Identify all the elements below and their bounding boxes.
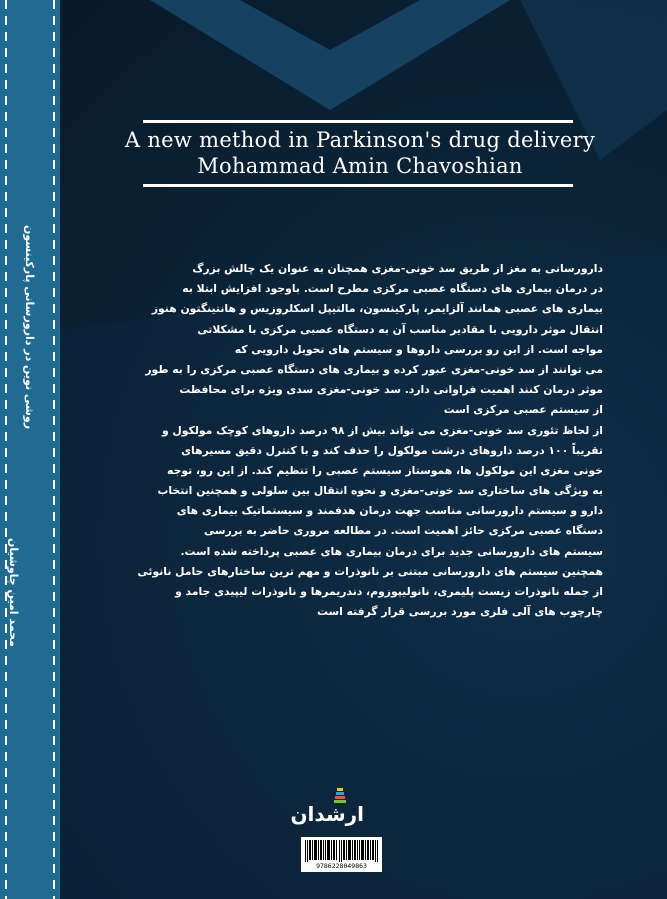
- abstract-line: در درمان بیماری های دستگاه عصبی مرکزی مطرح است. باوجود افزایش ابتلا به: [182, 282, 603, 296]
- bg-chevron-shape: [150, 0, 510, 110]
- persian-abstract: [133, 259, 603, 622]
- abstract-line: چارچوب های آلی فلزی مورد بررسی قرار گرفته است: [317, 605, 603, 619]
- abstract-line: می توانند از سد خونی-مغزی عبور کرده و بیماری های دستگاه عصبی مرکزی را به طور: [145, 362, 603, 376]
- spine-strip: [0, 0, 60, 899]
- abstract-line: سیستم های دارورسانی جدید برای درمان بیماری های عصبی پرداخته شده است.: [180, 544, 603, 558]
- spine-author: محمد امین چاوشیان: [7, 538, 20, 647]
- spine-dashed-line-right: [53, 0, 55, 899]
- abstract-line: بیماری های عصبی همانند آلزایمر، پارکینسون، مالتیپل اسکلروزیس و هانتینگتون هنوز: [151, 302, 603, 316]
- abstract-line: به ویژگی های ساختاری سد خونی-مغزی و نحوه انتقال بین سلولی و همچنین انتخاب: [157, 484, 603, 498]
- logo-text: ارشدان: [290, 802, 364, 826]
- barcode-bars: [305, 840, 378, 862]
- abstract-line: مواجه است. از این رو بررسی داروها و سیستم های تحویل دارویی که: [234, 342, 603, 356]
- english-author: Mohammad Amin Chavoshian: [197, 154, 523, 178]
- abstract-line: موثر درمان کنند اهمیت فراوانی دارد. سد خونی-مغزی سدی ویژه برای محافظت: [179, 383, 603, 397]
- abstract-line: دارورسانی به مغز از طریق سد خونی-مغزی همچنان به عنوان یک چالش بزرگ: [192, 262, 603, 275]
- barcode-number: 9786228049863: [316, 862, 367, 870]
- spine-title: روشی نوین در دارورسانی پارکینسون: [23, 225, 36, 430]
- title-rule-top: [143, 120, 573, 123]
- abstract-line: از سیستم عصبی مرکزی است: [443, 403, 603, 417]
- abstract-line: تقریباً ۱۰۰ درصد داروهای درشت مولکول را حذف کند و با کنترل دقیق مسیرهای: [181, 443, 603, 457]
- abstract-line: خونی مغزی این مولکول ها، هموستاز سیستم عصبی را تنظیم کند. از این رو، توجه: [167, 463, 603, 477]
- english-title: A new method in Parkinson's drug delivery: [124, 128, 596, 152]
- title-rule-bottom: [143, 184, 573, 187]
- publisher-logo: [290, 788, 364, 828]
- abstract-line: دارو و سیستم دارورسانی مناسب جهت درمان هدفمند و سیستماتیک بیماری های: [176, 504, 603, 518]
- isbn-barcode: [301, 837, 382, 872]
- abstract-line: همچنین سیستم های دارورسانی مبتنی بر نانوذرات و مهم ترین ساختارهای حامل نانوئی: [137, 564, 603, 578]
- abstract-line: دستگاه عصبی مرکزی حائز اهمیت است. در مطالعه مروری حاضر به بررسی: [203, 524, 603, 538]
- spine-dashed-line-left: [5, 0, 7, 899]
- abstract-line: از لحاظ تئوری سد خونی-مغزی می تواند بیش از ۹۸ درصد داروهای کوچک مولکول و: [161, 423, 603, 437]
- abstract-line: انتقال موثر دارویی با مقادیر مناسب آن به دستگاه عصبی مرکزی با مشکلاتی: [197, 322, 603, 336]
- abstract-line: از جمله نانوذرات زیست پلیمری، نانولیپوزوم، دندریمرها و نانوذرات لیپیدی جامد و: [175, 585, 603, 598]
